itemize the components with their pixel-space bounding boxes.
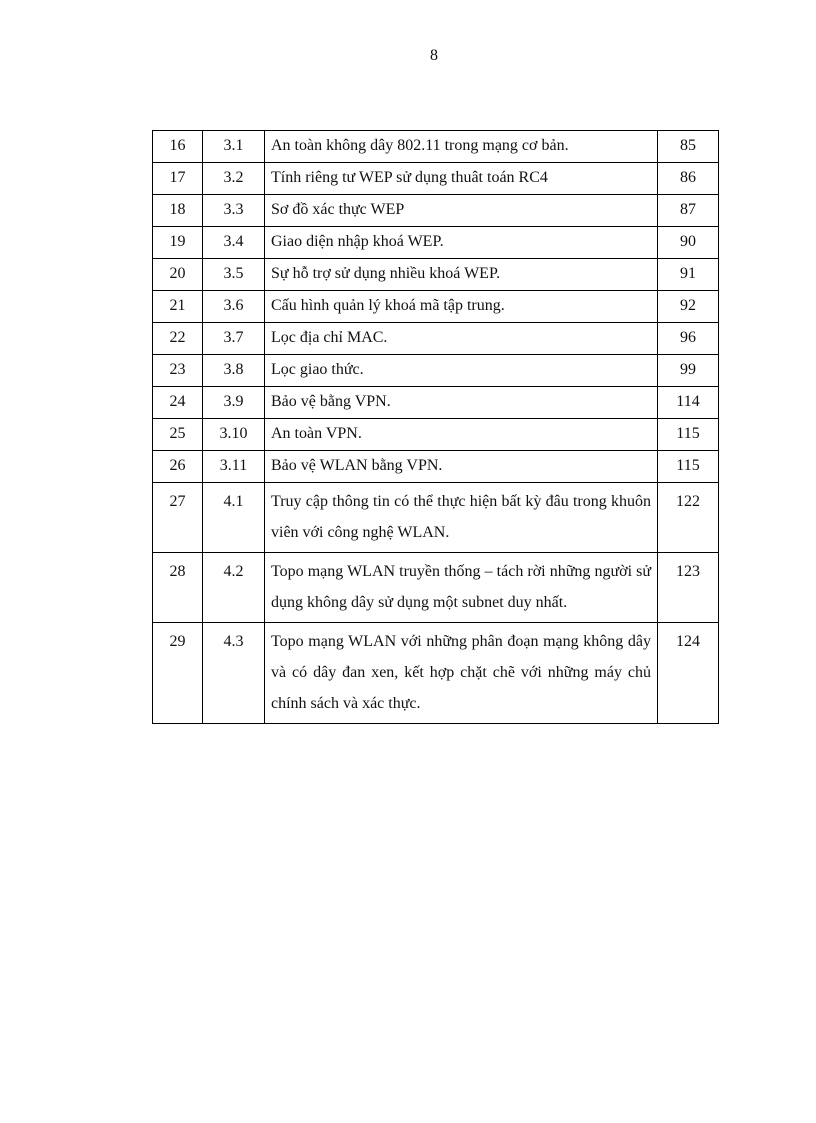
row-number: 19 — [153, 227, 203, 259]
row-number: 25 — [153, 419, 203, 451]
figure-title: Tính riêng tư WEP sử dụng thuât toán RC4 — [265, 163, 658, 195]
page-reference: 92 — [658, 291, 719, 323]
row-number: 26 — [153, 451, 203, 483]
figure-number: 3.9 — [203, 387, 265, 419]
page-reference: 87 — [658, 195, 719, 227]
figure-number: 3.6 — [203, 291, 265, 323]
row-number: 23 — [153, 355, 203, 387]
figure-title: Bảo vệ bằng VPN. — [265, 387, 658, 419]
page-reference: 90 — [658, 227, 719, 259]
figure-title: Lọc giao thức. — [265, 355, 658, 387]
page-reference: 114 — [658, 387, 719, 419]
table-row — [153, 553, 719, 623]
row-number: 17 — [153, 163, 203, 195]
figure-title: An toàn VPN. — [265, 419, 658, 451]
figure-title: Truy cập thông tin có thể thực hiện bất kỳ đâu trong khuôn viên với công nghệ WLAN. — [265, 483, 658, 553]
figure-number: 4.1 — [203, 483, 265, 553]
table-row — [153, 323, 719, 355]
row-number: 28 — [153, 553, 203, 623]
figure-number: 3.4 — [203, 227, 265, 259]
page-reference: 123 — [658, 553, 719, 623]
figure-number: 3.3 — [203, 195, 265, 227]
row-number: 27 — [153, 483, 203, 553]
figure-number: 3.8 — [203, 355, 265, 387]
page-reference: 86 — [658, 163, 719, 195]
row-number: 29 — [153, 623, 203, 724]
page-reference: 124 — [658, 623, 719, 724]
table-row — [153, 387, 719, 419]
table-row — [153, 195, 719, 227]
figure-number: 3.5 — [203, 259, 265, 291]
page-reference: 85 — [658, 131, 719, 163]
table-row — [153, 131, 719, 163]
page-reference: 91 — [658, 259, 719, 291]
page-reference: 96 — [658, 323, 719, 355]
page-reference: 115 — [658, 451, 719, 483]
page-reference: 122 — [658, 483, 719, 553]
figure-title: Topo mạng WLAN truyền thống – tách rời những người sử dụng không dây sử dụng một subnet duy nhất. — [265, 553, 658, 623]
row-number: 24 — [153, 387, 203, 419]
figure-number: 3.7 — [203, 323, 265, 355]
figure-title: An toàn không dây 802.11 trong mạng cơ bản. — [265, 131, 658, 163]
figure-title: Bảo vệ WLAN bằng VPN. — [265, 451, 658, 483]
figure-list-table — [152, 130, 719, 724]
figure-number: 3.10 — [203, 419, 265, 451]
page-reference: 99 — [658, 355, 719, 387]
row-number: 16 — [153, 131, 203, 163]
figure-title: Cấu hình quản lý khoá mã tập trung. — [265, 291, 658, 323]
figure-title: Lọc địa chỉ MAC. — [265, 323, 658, 355]
row-number: 22 — [153, 323, 203, 355]
row-number: 21 — [153, 291, 203, 323]
row-number: 20 — [153, 259, 203, 291]
table-row — [153, 483, 719, 553]
figure-number: 3.2 — [203, 163, 265, 195]
figure-title: Topo mạng WLAN với những phân đoạn mạng không dây và có dây đan xen, kết hợp chặt chẽ với những máy chủ chính sách và xác thực. — [265, 623, 658, 724]
table-row — [153, 291, 719, 323]
figure-title: Giao diện nhập khoá WEP. — [265, 227, 658, 259]
table-row — [153, 451, 719, 483]
figure-number: 3.1 — [203, 131, 265, 163]
page-number: 8 — [430, 47, 438, 64]
table-row — [153, 355, 719, 387]
table-row — [153, 259, 719, 291]
figure-number: 4.2 — [203, 553, 265, 623]
figure-number: 4.3 — [203, 623, 265, 724]
figure-number: 3.11 — [203, 451, 265, 483]
table-row — [153, 623, 719, 724]
page-reference: 115 — [658, 419, 719, 451]
table-row — [153, 419, 719, 451]
row-number: 18 — [153, 195, 203, 227]
table-row — [153, 227, 719, 259]
figure-title: Sự hỗ trợ sử dụng nhiều khoá WEP. — [265, 259, 658, 291]
table-row — [153, 163, 719, 195]
figure-title: Sơ đồ xác thực WEP — [265, 195, 658, 227]
